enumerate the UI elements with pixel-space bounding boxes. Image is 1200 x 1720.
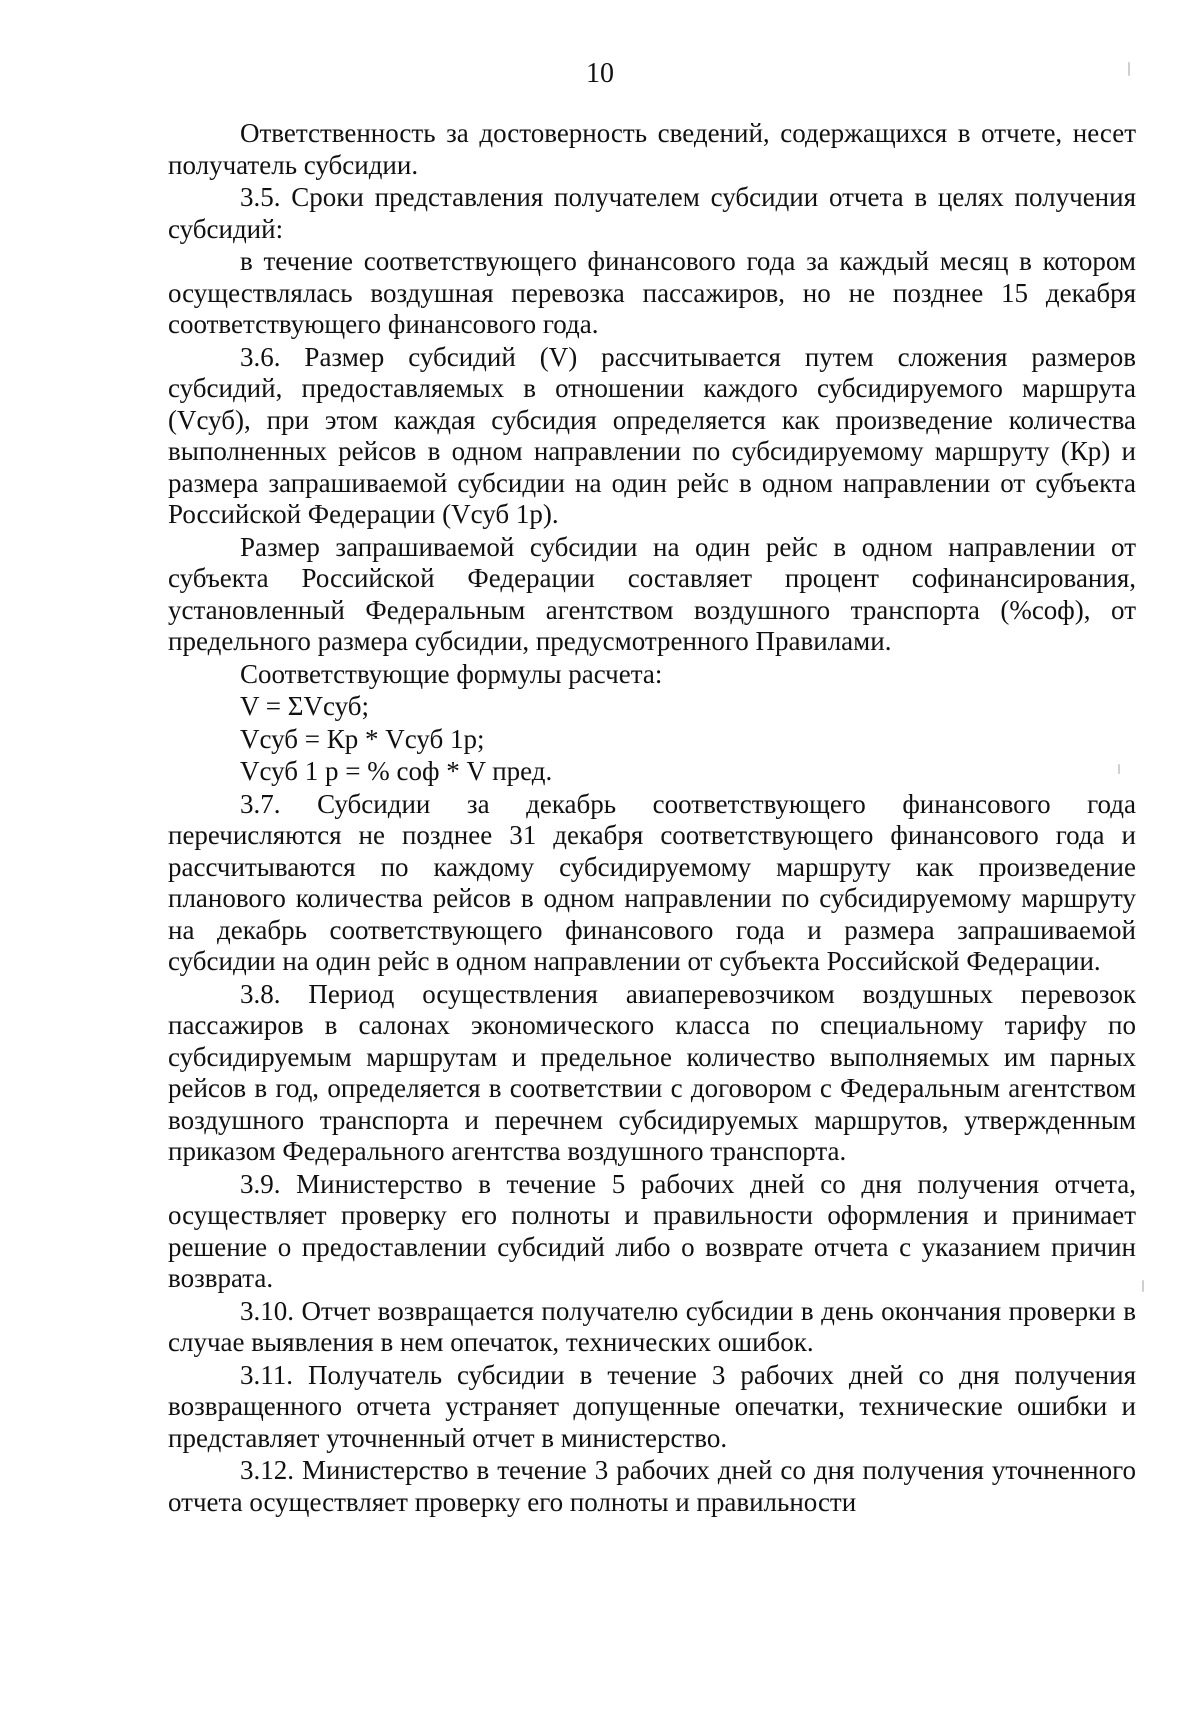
paragraph-3-8: 3.8. Период осуществления авиаперевозчиком воздушных перевозок пассажиров в салонах экономического класса по специальному тарифу по субсидируемым маршрутам и предельное количество выполняемых им парных рейсов в год, определяется в соответствии с договором с Федеральным агентством воздушного транспорта и перечнем субсидируемых маршрутов, утвержденным приказом Федерального агентства воздушного транспорта. <box>168 978 1136 1166</box>
paragraph-3-5: 3.5. Сроки представления получателем субсидии отчета в целях получения субсидий: <box>168 182 1136 244</box>
scan-speck <box>1118 764 1120 774</box>
formula-per-flight: Vсуб 1 р = % соф * V пред. <box>240 756 553 786</box>
paragraph-3-11: 3.11. Получатель субсидии в течение 3 рабочих дней со дня получения возвращенного отчета устраняет допущенные опечатки, технические ошибки и представляет уточненный отчет в министерство. <box>168 1359 1136 1453</box>
paragraph-3-9: 3.9. Министерство в течение 5 рабочих дней со дня получения отчета, осуществляет проверку его полноты и правильности оформления и принимает решение о предоставлении субсидий либо о возврате отчета с указанием причин возврата. <box>168 1168 1136 1293</box>
document-body <box>168 118 1136 1519</box>
page-number: 10 <box>586 58 614 89</box>
paragraph-3-12: 3.12. Министерство в течение 3 рабочих дней со дня получения уточненного отчета осуществляет проверку его полноты и правильности <box>168 1455 1136 1517</box>
paragraph-3-10: 3.10. Отчет возвращается получателю субсидии в день окончания проверки в случае выявления в нем опечаток, технических ошибок. <box>168 1295 1136 1357</box>
formula-total: V = ΣVсуб; <box>240 691 369 721</box>
paragraph-requested-subsidy: Размер запрашиваемой субсидии на один рейс в одном направлении от субъекта Российской Федерации составляет процент софинансирования, установленный Федеральным агентством воздушного транспорта (%соф), от предельного размера субсидии, предусмотренного Правилами. <box>168 531 1136 656</box>
scan-speck <box>1128 62 1130 76</box>
paragraph-3-5-deadline: в течение соответствующего финансового года за каждый месяц в котором осуществлялась воздушная перевозка пассажиров, но не позднее 15 декабря соответствующего финансового года. <box>168 246 1136 339</box>
paragraph-formulas-heading: Соответствующие формулы расчета: <box>240 658 663 689</box>
scan-speck <box>1142 1280 1144 1292</box>
paragraph-3-7: 3.7. Субсидии за декабрь соответствующего финансового года перечисляются не позднее 31 декабря соответствующего финансового года и рассчитываются по каждому субсидируемому маршруту как произведение планового количества рейсов в одном направлении по субсидируемому маршруту на декабрь соответствующего финансового года и размера запрашиваемой субсидии на один рейс в одном направлении от субъекта Российской Федерации. <box>168 788 1136 976</box>
paragraph-responsibility: Ответственность за достоверность сведений, содержащихся в отчете, несет получатель субсидии. <box>168 118 1136 180</box>
paragraph-3-6: 3.6. Размер субсидий (V) рассчитывается путем сложения размеров субсидий, предоставляемых в отношении каждого субсидируемого маршрута (Vсуб), при этом каждая субсидия определяется как произведение количества выполненных рейсов в одном направлении по субсидируемому маршруту (Кр) и размера запрашиваемой субсидии на один рейс в одном направлении от субъекта Российской Федерации (Vсуб 1р). <box>168 341 1136 529</box>
formula-route: Vсуб = Кр * Vсуб 1р; <box>240 723 485 754</box>
